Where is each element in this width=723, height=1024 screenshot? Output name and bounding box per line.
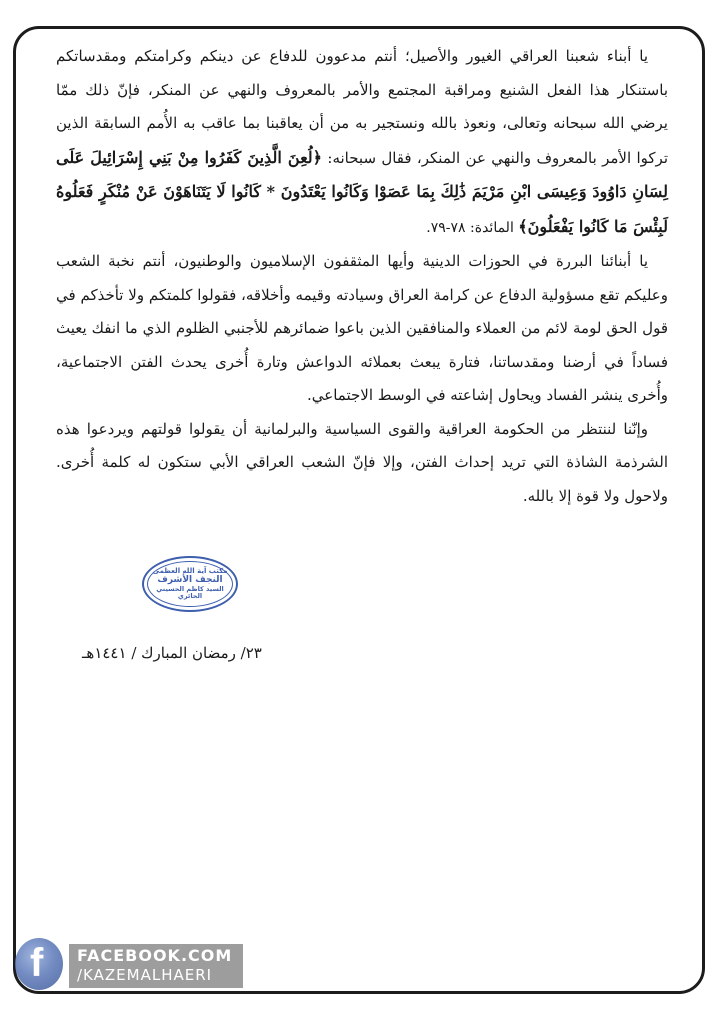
facebook-glyph: f xyxy=(30,941,44,985)
paragraph-1-text: يا أبناء شعبنا العراقي الغيور والأصيل؛ أنتم مدعوون للدفاع عن دينكم وكرامتكم ومقدساتكم باستنكار هذا الفعل الشنيع ومراقبة المجتمع والأمر بالمعروف والنهي عن المنكر، فإنّ ذلك ممّا يرضي الله سبحانه وتعالى، ونعوذ بالله ونستجير به من أن يعاقبنا بما عاقب به الأُمم السابقة الذين تركوا الأمر بالمعروف والنهي عن المنكر، فقال سبحانه: xyxy=(56,47,668,167)
seal-line-1: مكتب آية الله العظمى xyxy=(152,567,228,576)
statement-body xyxy=(56,40,668,513)
quran-verse: ﴿لُعِنَ الَّذِينَ كَفَرُوا مِنْ بَنِي إِسْرَائِيلَ عَلَى لِسَانِ دَاوُودَ وَعِيسَى ابْنِ مَرْيَمَ ذَٰلِكَ بِمَا عَصَوْا وَكَانُوا يَعْتَدُونَ * كَانُوا لَا يَتَنَاهَوْنَ عَنْ مُنْكَرٍ فَعَلُوهُ لَبِئْسَ مَا كَانُوا يَفْعَلُونَ﴾ xyxy=(56,147,668,236)
paragraph-1 xyxy=(56,40,668,245)
quran-reference: المائدة: ٧٨-٧٩. xyxy=(426,219,519,236)
paragraph-2: يا أبنائنا البررة في الحوزات الدينية وأيها المثقفون الإسلاميون والوطنيون، أنتم نخبة الشعب وعليكم تقع مسؤولية الدفاع عن كرامة العراق وسيادته وقيمه وأخلاقه، فقولوا كلمتكم ولا تأخذكم في قول الحق لومة لائم من العملاء والمنافقين الذين باعوا ضمائرهم للأجنبي الظلوم الذي ما انفك يعيث فساداً في أرضنا ومقدساتنا، فتارة يبعث بعملائه الدواعش وتارة أُخرى يحدث الفتن الاجتماعية، وأُخرى ينشر الفساد ويحاول إشاعته في الوسط الاجتماعي. xyxy=(56,252,668,404)
document-date: ٢٣/ رمضان المبارك / ١٤٤١هـ xyxy=(82,644,262,662)
facebook-icon xyxy=(15,938,63,990)
seal-line-3: السيد كاظم الحسيني الحائري xyxy=(156,584,224,601)
office-seal-stamp xyxy=(142,556,238,612)
facebook-watermark xyxy=(15,938,245,990)
watermark-handle: /KAZEMALHAERI xyxy=(77,966,213,984)
paragraph-3: وإنّنا لننتظر من الحكومة العراقية والقوى السياسية والبرلمانية أن يقولوا قولتهم ويردعوا هذه الشرذمة الشاذة التي تريد إحداث الفتن، وإلا فإنّ الشعب العراقي الأبي ستكون له كلمة أُخرى. ولاحول ولا قوة إلا بالله. xyxy=(56,419,668,505)
seal-line-2: النجف الأشرف xyxy=(157,575,223,586)
watermark-site: FACEBOOK.COM xyxy=(77,946,233,965)
